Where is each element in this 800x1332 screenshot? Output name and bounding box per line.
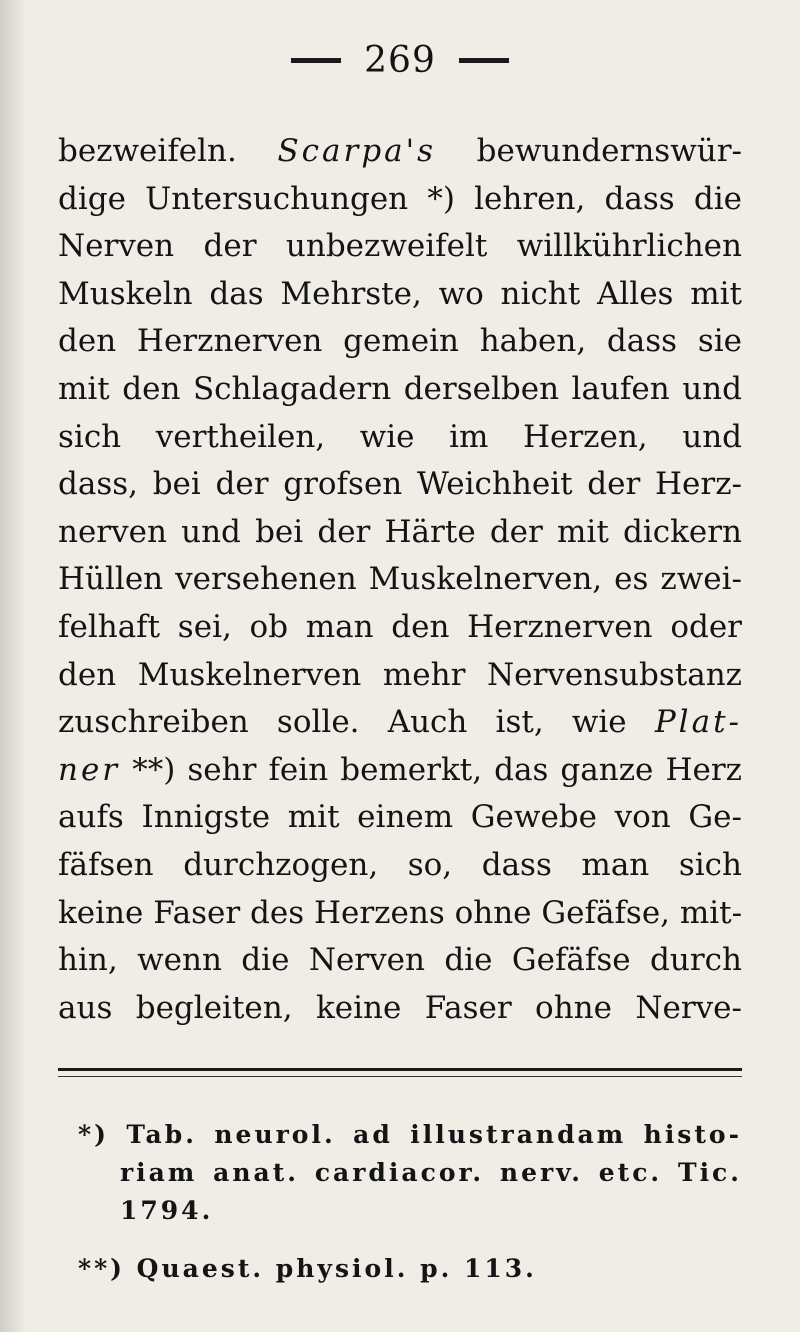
text-line bbox=[58, 556, 742, 604]
text-line bbox=[58, 318, 742, 366]
page-number: 269 bbox=[364, 40, 436, 81]
text-run: **) sehr fein bemerkt, das ganze Herz bbox=[120, 751, 742, 788]
text-run: sich vertheilen, wie im Herzen, und bbox=[58, 418, 742, 455]
text-run: bewundernswür- bbox=[436, 133, 742, 169]
body-text bbox=[58, 128, 742, 1032]
text-line bbox=[58, 937, 742, 985]
text-line bbox=[58, 176, 742, 224]
text-line bbox=[58, 699, 742, 747]
text-line bbox=[58, 271, 742, 319]
text-line bbox=[58, 366, 742, 414]
text-run: aufs Innigste mit einem Gewebe von Ge- bbox=[58, 799, 742, 836]
text-line bbox=[58, 794, 742, 842]
text-run: zuschreiben solle. Auch ist, wie bbox=[58, 704, 655, 741]
text-line bbox=[58, 842, 742, 890]
text-run: felhaft sei, ob man den Herznerven oder bbox=[58, 608, 742, 645]
footnote-1-line-3: 1794. bbox=[120, 1196, 214, 1225]
text-run: bezweifeln. bbox=[58, 133, 278, 169]
text-line bbox=[58, 128, 742, 176]
text-line bbox=[58, 509, 742, 557]
footnote-rule-thin bbox=[58, 1076, 742, 1077]
page-header bbox=[0, 40, 800, 100]
text-run: keine Faser des Herzens ohne Gefäfse, mit- bbox=[58, 894, 743, 931]
text-run: Hüllen versehenen Muskelnerven, es zwei- bbox=[58, 561, 742, 598]
spaced-name: Scarpa's bbox=[277, 133, 437, 169]
spaced-name: ner bbox=[58, 751, 121, 788]
text-line bbox=[58, 604, 742, 652]
text-run: nerven und bei der Härte der mit dickern bbox=[58, 513, 742, 550]
text-run: aus begleiten, keine Faser ohne Nerve- bbox=[58, 989, 742, 1026]
footnote-2: **) Quaest. physiol. p. 113. bbox=[78, 1254, 537, 1283]
footnote-1-line-1: *) Tab. neurol. ad illustrandam histo- bbox=[78, 1120, 742, 1149]
footnotes bbox=[78, 1116, 742, 1288]
text-line bbox=[58, 414, 742, 462]
spaced-name: Plat- bbox=[654, 704, 742, 741]
text-run: den Muskelnerven mehr Nervensubstanz bbox=[58, 656, 742, 693]
text-line bbox=[58, 223, 742, 271]
text-line bbox=[58, 747, 742, 795]
text-run: hin, wenn die Nerven die Gefäfse durch bbox=[58, 942, 742, 979]
page-gutter-shadow bbox=[0, 0, 26, 1332]
text-run: mit den Schlagadern derselben laufen und bbox=[58, 370, 742, 407]
text-run: den Herznerven gemein haben, dass sie bbox=[58, 323, 742, 360]
header-dash-right bbox=[459, 58, 509, 63]
text-line bbox=[58, 461, 742, 509]
text-line bbox=[58, 985, 742, 1033]
text-line bbox=[58, 652, 742, 700]
text-run: Nerven der unbezweifelt willkührlichen bbox=[58, 228, 742, 265]
footnote-rule bbox=[58, 1068, 742, 1071]
header-dash-left bbox=[291, 58, 341, 63]
text-run: fäfsen durchzogen, so, dass man sich bbox=[58, 846, 742, 883]
text-run: dass, bei der grofsen Weichheit der Herz- bbox=[58, 466, 742, 503]
text-run: Muskeln das Mehrste, wo nicht Alles mit bbox=[58, 275, 742, 312]
text-run: dige Untersuchungen *) lehren, dass die bbox=[58, 180, 742, 217]
text-line bbox=[58, 890, 742, 938]
footnote-1-line-2: riam anat. cardiacor. nerv. etc. Tic. bbox=[120, 1158, 742, 1187]
